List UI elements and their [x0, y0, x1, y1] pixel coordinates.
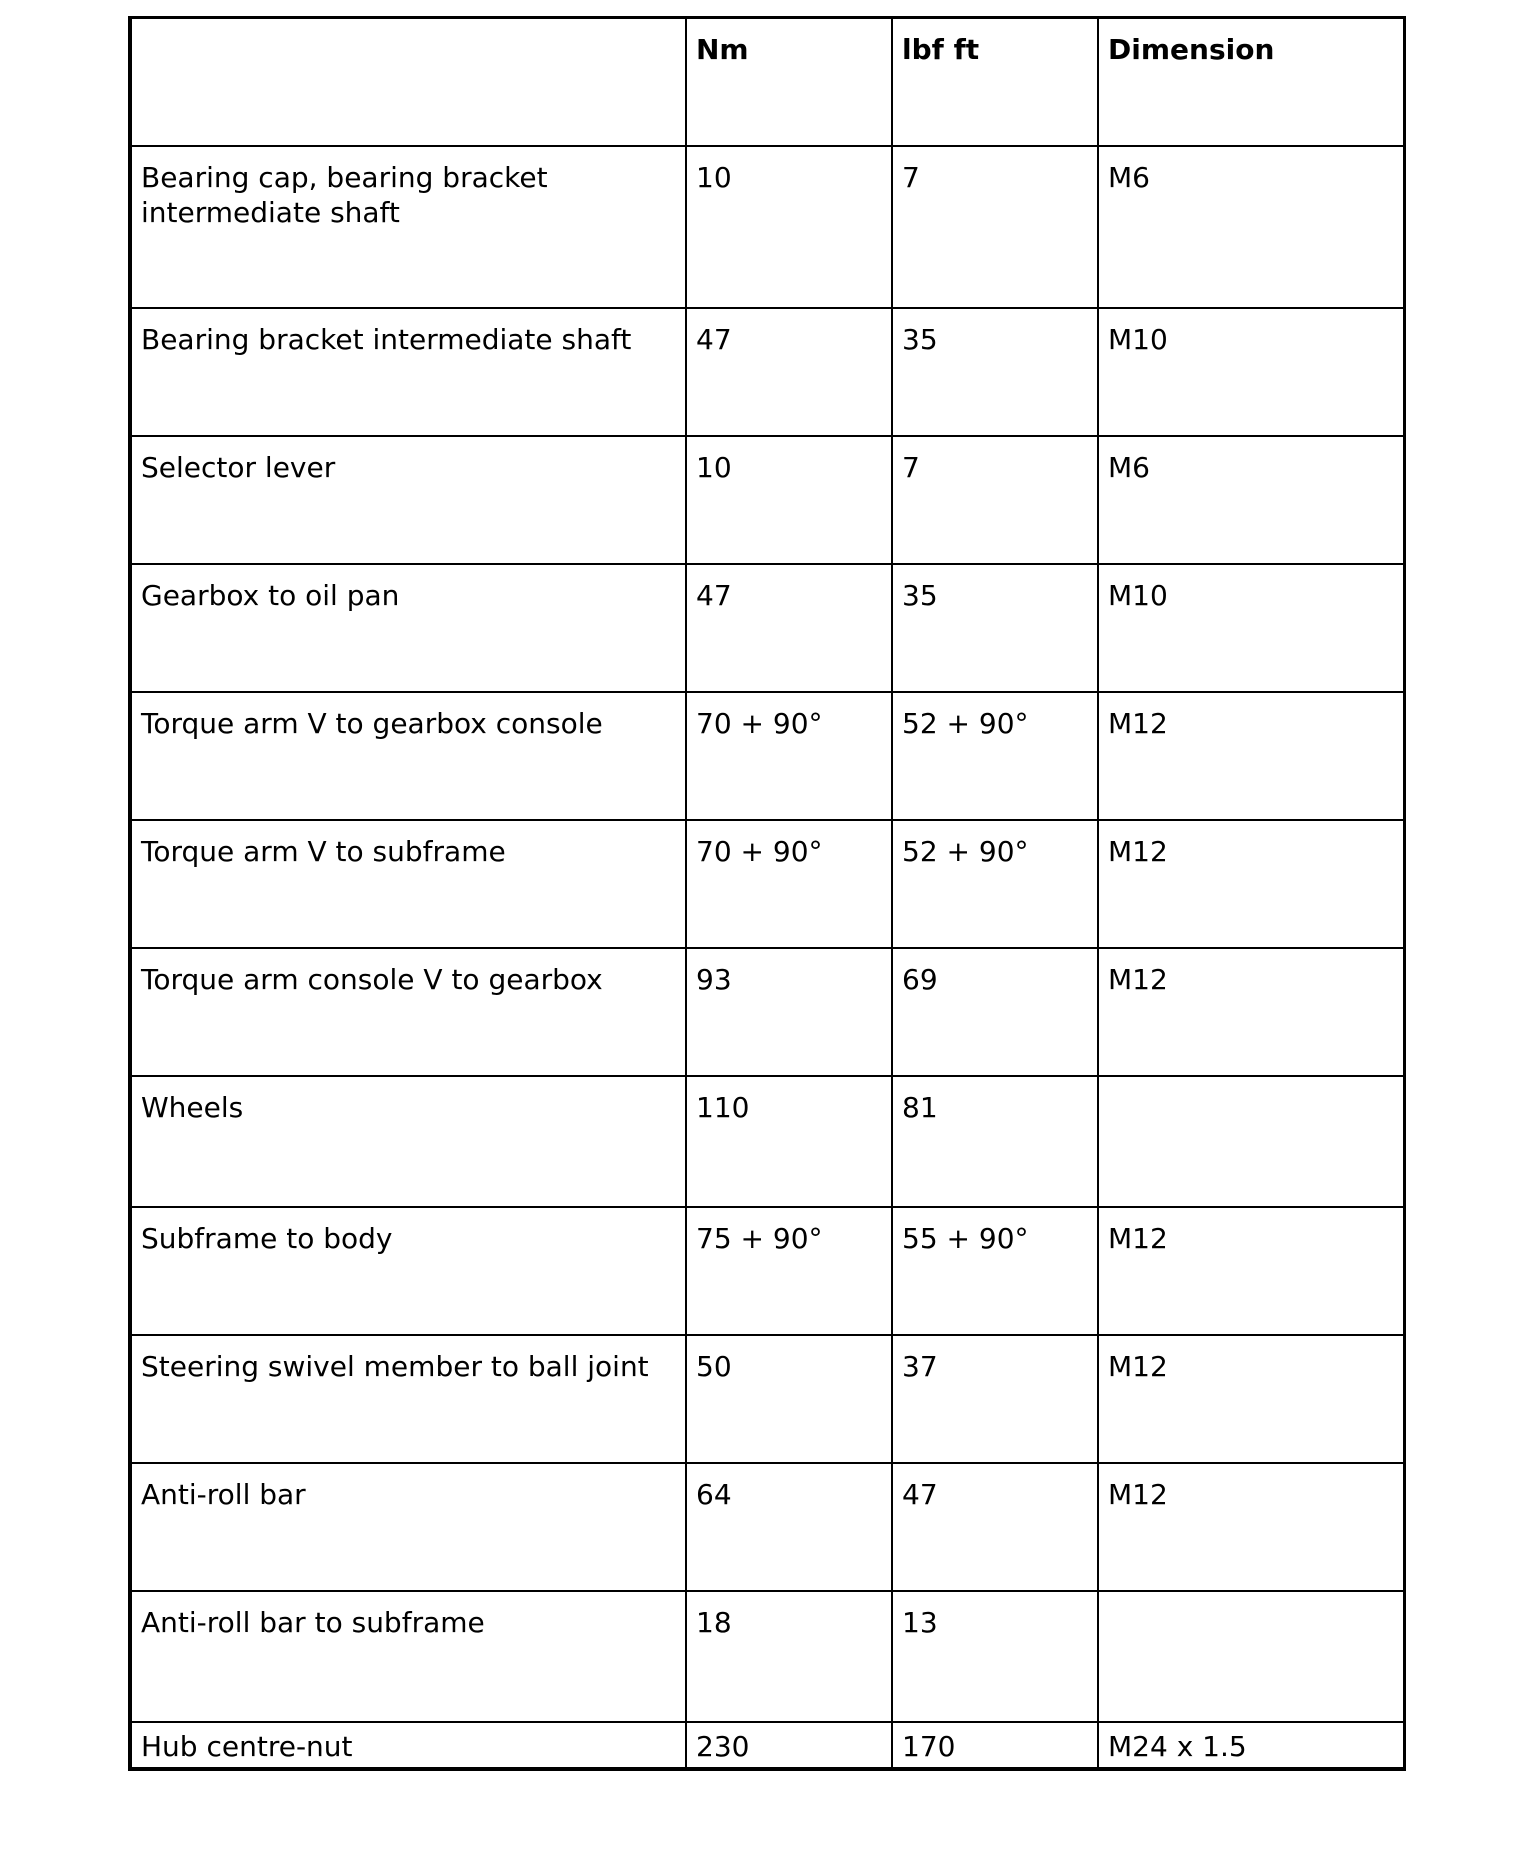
cell-lbf-ft: 13 [892, 1591, 1098, 1722]
cell-component: Torque arm V to subframe [130, 820, 686, 948]
cell-nm: 47 [686, 308, 892, 436]
cell-nm: 70 + 90° [686, 692, 892, 820]
cell-dimension: M12 [1098, 820, 1404, 948]
table-row [130, 820, 1404, 948]
cell-nm: 75 + 90° [686, 1207, 892, 1335]
cell-dimension: M24 x 1.5 [1098, 1722, 1404, 1769]
cell-dimension: M12 [1098, 1207, 1404, 1335]
cell-lbf-ft: 7 [892, 436, 1098, 564]
cell-dimension: M12 [1098, 1463, 1404, 1591]
cell-component: Bearing bracket intermediate shaft [130, 308, 686, 436]
cell-dimension: M6 [1098, 146, 1404, 308]
cell-component: Torque arm V to gearbox console [130, 692, 686, 820]
cell-nm: 70 + 90° [686, 820, 892, 948]
table-row [130, 692, 1404, 820]
cell-lbf-ft: 52 + 90° [892, 820, 1098, 948]
cell-nm: 47 [686, 564, 892, 692]
cell-lbf-ft: 170 [892, 1722, 1098, 1769]
table-row [130, 1076, 1404, 1207]
cell-nm: 93 [686, 948, 892, 1076]
cell-nm: 230 [686, 1722, 892, 1769]
cell-dimension [1098, 1591, 1404, 1722]
header-nm: Nm [686, 18, 892, 146]
cell-lbf-ft: 47 [892, 1463, 1098, 1591]
cell-component: Gearbox to oil pan [130, 564, 686, 692]
cell-component: Bearing cap, bearing bracket intermediate shaft [130, 146, 686, 308]
cell-nm: 10 [686, 436, 892, 564]
table-row [130, 1335, 1404, 1463]
table-row [130, 1591, 1404, 1722]
cell-dimension: M10 [1098, 308, 1404, 436]
cell-component: Hub centre-nut [130, 1722, 686, 1769]
cell-component: Steering swivel member to ball joint [130, 1335, 686, 1463]
cell-dimension [1098, 1076, 1404, 1207]
cell-dimension: M6 [1098, 436, 1404, 564]
table-row [130, 308, 1404, 436]
table-row [130, 564, 1404, 692]
table-row [130, 1463, 1404, 1591]
cell-component: Wheels [130, 1076, 686, 1207]
table-header-row [130, 18, 1404, 146]
cell-component: Anti-roll bar to subframe [130, 1591, 686, 1722]
cell-component: Selector lever [130, 436, 686, 564]
header-dimension: Dimension [1098, 18, 1404, 146]
table-row [130, 1722, 1404, 1769]
cell-lbf-ft: 35 [892, 564, 1098, 692]
table-row [130, 1207, 1404, 1335]
cell-lbf-ft: 69 [892, 948, 1098, 1076]
header-lbf-ft: lbf ft [892, 18, 1098, 146]
cell-lbf-ft: 37 [892, 1335, 1098, 1463]
cell-nm: 50 [686, 1335, 892, 1463]
cell-lbf-ft: 81 [892, 1076, 1098, 1207]
cell-dimension: M12 [1098, 1335, 1404, 1463]
cell-dimension: M12 [1098, 948, 1404, 1076]
cell-nm: 18 [686, 1591, 892, 1722]
cell-component: Torque arm console V to gearbox [130, 948, 686, 1076]
cell-lbf-ft: 35 [892, 308, 1098, 436]
header-component [130, 18, 686, 146]
cell-component: Subframe to body [130, 1207, 686, 1335]
table-row [130, 948, 1404, 1076]
cell-nm: 110 [686, 1076, 892, 1207]
table-row [130, 436, 1404, 564]
cell-nm: 64 [686, 1463, 892, 1591]
cell-dimension: M10 [1098, 564, 1404, 692]
cell-lbf-ft: 55 + 90° [892, 1207, 1098, 1335]
table-row [130, 146, 1404, 308]
cell-dimension: M12 [1098, 692, 1404, 820]
cell-lbf-ft: 52 + 90° [892, 692, 1098, 820]
cell-component: Anti-roll bar [130, 1463, 686, 1591]
cell-lbf-ft: 7 [892, 146, 1098, 308]
cell-nm: 10 [686, 146, 892, 308]
torque-spec-table [128, 16, 1406, 1771]
